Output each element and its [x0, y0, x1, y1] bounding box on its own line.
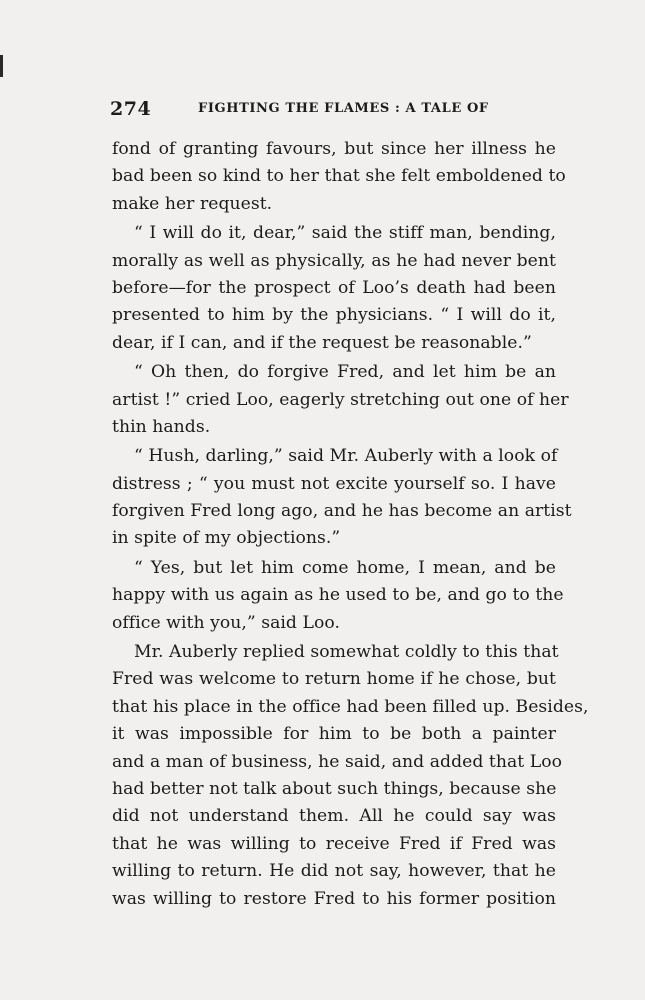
page-number: 274	[110, 98, 152, 120]
text-line: that his place in the office had been filled up. Besides,	[112, 696, 589, 717]
text-line: Fred was welcome to return home if he chose, but	[112, 669, 556, 690]
text-line: willing to return. He did not say, however, that he	[112, 861, 556, 882]
text-line: was willing to restore Fred to his former position	[112, 888, 556, 909]
text-line: presented to him by the physicians. “ I will do it,	[112, 305, 556, 326]
paragraph	[112, 359, 569, 441]
running-title: FIGHTING THE FLAMES : A TALE OF	[198, 101, 489, 116]
text-line: “ Yes, but let him come home, I mean, and be	[134, 557, 556, 578]
running-head	[110, 98, 530, 120]
text-line: “ Oh then, do forgive Fred, and let him be an	[134, 362, 556, 383]
text-line: distress ; “ you must not excite yourself so. I have	[112, 473, 556, 494]
text-line: before—for the prospect of Loo’s death had been	[112, 277, 556, 298]
body-text	[112, 136, 589, 913]
text-line: dear, if I can, and if the request be reasonable.”	[112, 332, 532, 353]
text-line: forgiven Fred long ago, and he has become an artist	[112, 501, 572, 522]
text-line: fond of granting favours, but since her illness he	[112, 139, 556, 159]
text-line: “ Hush, darling,” said Mr. Auberly with a look of	[134, 446, 558, 467]
text-line: and a man of business, he said, and added that Loo	[112, 751, 563, 772]
text-line: Mr. Auberly replied somewhat coldly to this that	[134, 642, 559, 663]
text-line: morally as well as physically, as he had never bent	[112, 250, 556, 271]
text-line: make her request.	[112, 193, 273, 214]
text-line: did not understand them. All he could say was	[112, 806, 556, 827]
paragraph	[112, 220, 556, 357]
text-line: artist !” cried Loo, eagerly stretching out one of her	[112, 389, 569, 410]
paragraph	[112, 555, 564, 637]
text-line: it was impossible for him to be both a painter	[112, 724, 556, 745]
text-line: “ I will do it, dear,” said the stiff man, bending,	[134, 223, 556, 244]
page-edge-mark	[0, 55, 3, 77]
text-line: that he was willing to receive Fred if Fred was	[112, 833, 556, 854]
paragraph	[112, 639, 589, 913]
text-line: had better not talk about such things, because she	[112, 778, 557, 799]
text-line: in spite of my objections.”	[112, 528, 341, 549]
text-line: happy with us again as he used to be, and go to the	[112, 585, 564, 606]
text-line: office with you,” said Loo.	[112, 612, 340, 633]
text-line: bad been so kind to her that she felt emboldened to	[112, 166, 566, 187]
paragraph	[112, 136, 566, 218]
paragraph	[112, 443, 572, 553]
text-line: thin hands.	[112, 416, 211, 437]
